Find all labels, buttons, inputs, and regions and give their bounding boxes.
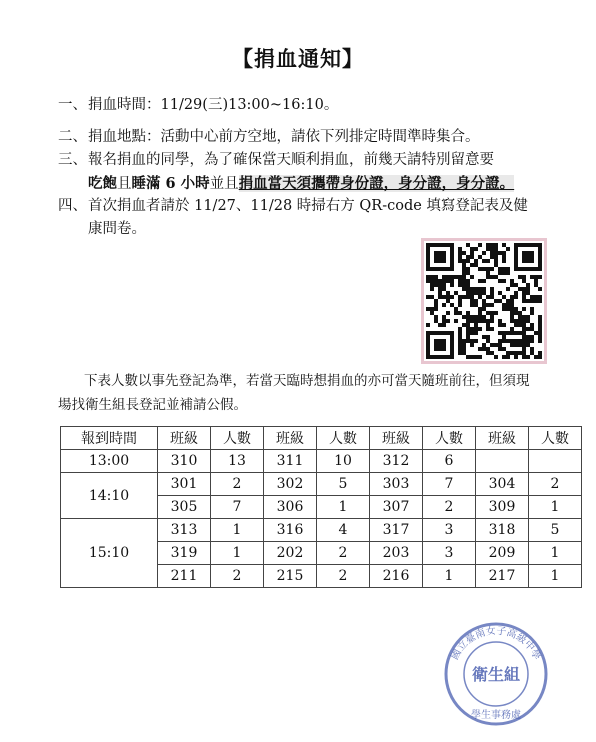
emphasis-eat: 吃飽 (88, 175, 117, 192)
header-class: 班級 (158, 427, 211, 450)
header-class: 班級 (264, 427, 317, 450)
item-text: 捐血地點：活動中心前方空地，請依下列排定時間準時集合。 (88, 129, 480, 145)
item-number: 二、 (58, 129, 87, 145)
class-cell: 217 (476, 565, 529, 588)
class-cell: 319 (158, 542, 211, 565)
item-location (58, 126, 558, 149)
header-time: 報到時間 (61, 427, 158, 450)
count-cell: 4 (317, 519, 370, 542)
item-number: 四、 (58, 198, 87, 214)
table-note (58, 369, 578, 417)
item-text-continued: 康問卷。 (88, 221, 146, 237)
count-cell: 2 (211, 565, 264, 588)
schedule-table (60, 426, 582, 588)
class-cell: 203 (370, 542, 423, 565)
class-cell: 309 (476, 496, 529, 519)
count-cell: 2 (529, 473, 582, 496)
class-cell: 312 (370, 450, 423, 473)
count-cell: 1 (211, 519, 264, 542)
class-cell: 209 (476, 542, 529, 565)
class-cell: 307 (370, 496, 423, 519)
seal-center-text: 衛生組 (471, 665, 521, 684)
class-cell: 304 (476, 473, 529, 496)
emphasis-sleep: 睡滿 6 小時 (131, 175, 210, 192)
join-text: 且 (117, 176, 132, 192)
class-cell: 302 (264, 473, 317, 496)
join-text: 並且 (209, 176, 239, 192)
table-row (61, 519, 582, 542)
qr-code-graphic (424, 241, 544, 361)
count-cell: 1 (317, 496, 370, 519)
count-cell: 5 (317, 473, 370, 496)
table-header-row (61, 427, 582, 450)
item-preparation (58, 149, 558, 196)
table-row (61, 473, 582, 496)
item-number: 一、 (58, 97, 87, 113)
class-cell: 316 (264, 519, 317, 542)
count-cell: 3 (423, 519, 476, 542)
class-cell: 311 (264, 450, 317, 473)
note-line-1: 下表人數以事先登記為準，若當天臨時想捐血的亦可當天隨班前往，但須現 (84, 373, 530, 389)
seal-ring-text: 國立臺南女子高級中學 (449, 625, 543, 662)
emphasis-id-card: 捐血當天須攜帶身份證，身分證，身分證。 (238, 175, 515, 192)
item-text: 捐血時間：11/29(三)13:00~16:10。 (88, 97, 339, 113)
count-cell: 3 (423, 542, 476, 565)
health-section-seal (440, 618, 552, 728)
header-count: 人數 (317, 427, 370, 450)
count-cell: 10 (317, 450, 370, 473)
note-line-2: 場找衛生組長登記並補請公假。 (58, 397, 247, 413)
notice-title: 【捐血通知】 (232, 46, 364, 71)
header-count: 人數 (211, 427, 264, 450)
header-class: 班級 (370, 427, 423, 450)
time-cell: 13:00 (61, 450, 158, 473)
class-cell: 305 (158, 496, 211, 519)
class-cell: 301 (158, 473, 211, 496)
class-cell: 211 (158, 565, 211, 588)
item-time (58, 94, 558, 117)
time-cell: 15:10 (61, 519, 158, 588)
count-cell: 2 (317, 542, 370, 565)
item-number: 三、 (58, 152, 87, 168)
count-cell: 1 (529, 496, 582, 519)
class-cell: 216 (370, 565, 423, 588)
count-cell: 13 (211, 450, 264, 473)
class-cell: 303 (370, 473, 423, 496)
class-cell: 202 (264, 542, 317, 565)
class-cell: 310 (158, 450, 211, 473)
count-cell: 1 (211, 542, 264, 565)
count-cell: 1 (529, 565, 582, 588)
time-cell: 14:10 (61, 473, 158, 519)
count-cell: 2 (423, 496, 476, 519)
header-class: 班級 (476, 427, 529, 450)
qr-code[interactable] (421, 238, 547, 364)
item-text: 報名捐血的同學，為了確保當天順利捐血，前幾天請特別留意要 (88, 152, 494, 168)
count-cell (529, 450, 582, 473)
seal-bottom-text: 學生事務處 (471, 710, 521, 721)
count-cell: 7 (211, 496, 264, 519)
preparation-emphasis (58, 172, 558, 196)
table-row (61, 450, 582, 473)
count-cell: 1 (529, 542, 582, 565)
count-cell: 1 (423, 565, 476, 588)
header-count: 人數 (529, 427, 582, 450)
count-cell: 2 (317, 565, 370, 588)
class-cell: 215 (264, 565, 317, 588)
count-cell: 2 (211, 473, 264, 496)
class-cell: 313 (158, 519, 211, 542)
count-cell: 6 (423, 450, 476, 473)
class-cell: 318 (476, 519, 529, 542)
count-cell: 5 (529, 519, 582, 542)
class-cell (476, 450, 529, 473)
item-first-time (58, 195, 558, 241)
header-count: 人數 (423, 427, 476, 450)
class-cell: 306 (264, 496, 317, 519)
count-cell: 7 (423, 473, 476, 496)
class-cell: 317 (370, 519, 423, 542)
seal-graphic (440, 618, 552, 728)
item-text: 首次捐血者請於 11/27、11/28 時掃右方 QR-code 填寫登記表及健 (88, 198, 528, 214)
